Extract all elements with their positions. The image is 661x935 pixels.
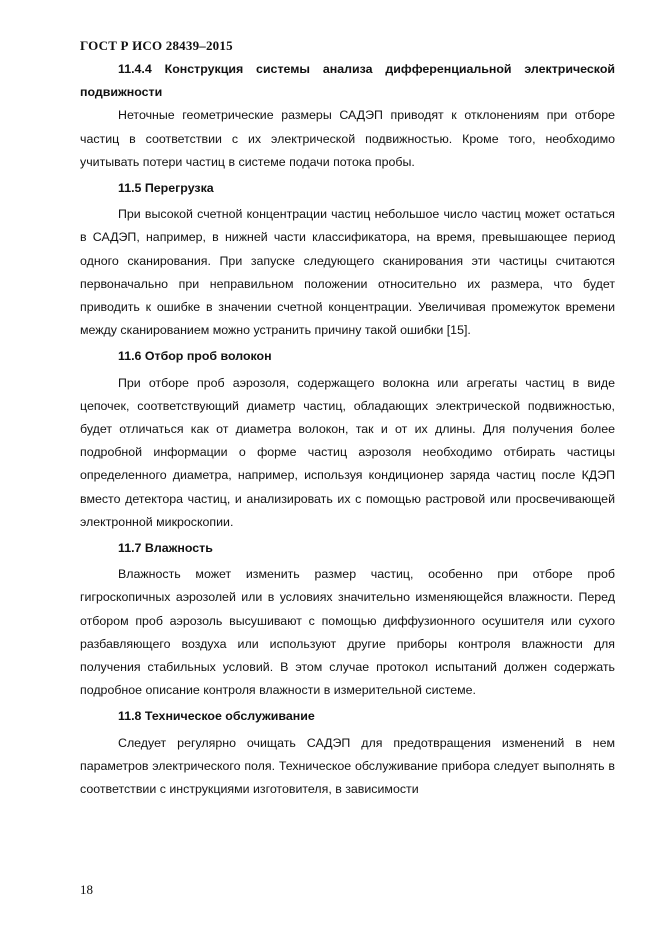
section-paragraph: При высокой счетной концентрации частиц небольшое число частиц может остаться в САДЭП, например, в нижней части классификатора, на время, превышающее период одного сканирования. При запуске следующего сканирования эти частицы считаются первоначально при неправильном положении относительно их размера, что будет приводить к ошибке в значении счетной концентрации. Увеличивая промежуток времени между сканированием можно устранить причину такой ошибки [15]. xyxy=(80,207,615,338)
section-paragraph: Следует регулярно очищать САДЭП для предотвращения изменений в нем параметров электрического поля. Техническое обслуживание прибора следует выполнять в соответствии с инструкциями изготовителя, в зависимости xyxy=(80,735,615,797)
section-paragraph: Влажность может изменить размер частиц, особенно при отборе проб гигроскопичных аэрозолей или в условиях значительно изменяющейся влажности. Перед отбором проб аэрозоль высушивают с помощью диффузионного осушителя или сухого разбавляющего воздуха или используют другие приборы контроля влажности для получения стабильных условий. В этом случае протокол испытаний должен содержать подробное описание контроля влажности в измерительной системе. xyxy=(80,567,615,698)
section-heading-11-8: 11.8 Техническое обслуживание xyxy=(118,709,315,724)
standard-designation: ГОСТ Р ИСО 28439–2015 xyxy=(80,38,233,53)
section-heading-11-4-4: 11.4.4 Конструкция системы анализа дифференциальной электрической подвижности xyxy=(80,62,615,100)
section-heading-11-7: 11.7 Влажность xyxy=(118,541,213,556)
page-number: 18 xyxy=(80,882,93,897)
section-paragraph: При отборе проб аэрозоля, содержащего волокна или агрегаты частиц в виде цепочек, соответствующий диаметр частиц, обладающих электрической подвижностью, будет отличаться как от диаметра волокон, так и от их длины. Для получения более подробной информации о форме частиц аэрозоля необходимо отбирать частицы определенного диаметра, например, используя кондиционер заряда частиц после КДЭП вместо детектора частиц, и анализировать их с помощью растровой или просвечивающей электронной микроскопии. xyxy=(80,375,615,529)
section-paragraph: Неточные геометрические размеры САДЭП приводят к отклонениям при отборе частиц в соответствии с их электрической подвижностью. Кроме того, необходимо учитывать потери частиц в системе подачи потока пробы. xyxy=(80,108,615,169)
section-heading-11-6: 11.6 Отбор проб волокон xyxy=(118,349,272,364)
page-body xyxy=(80,58,615,801)
section-heading-11-5: 11.5 Перегрузка xyxy=(118,181,214,196)
